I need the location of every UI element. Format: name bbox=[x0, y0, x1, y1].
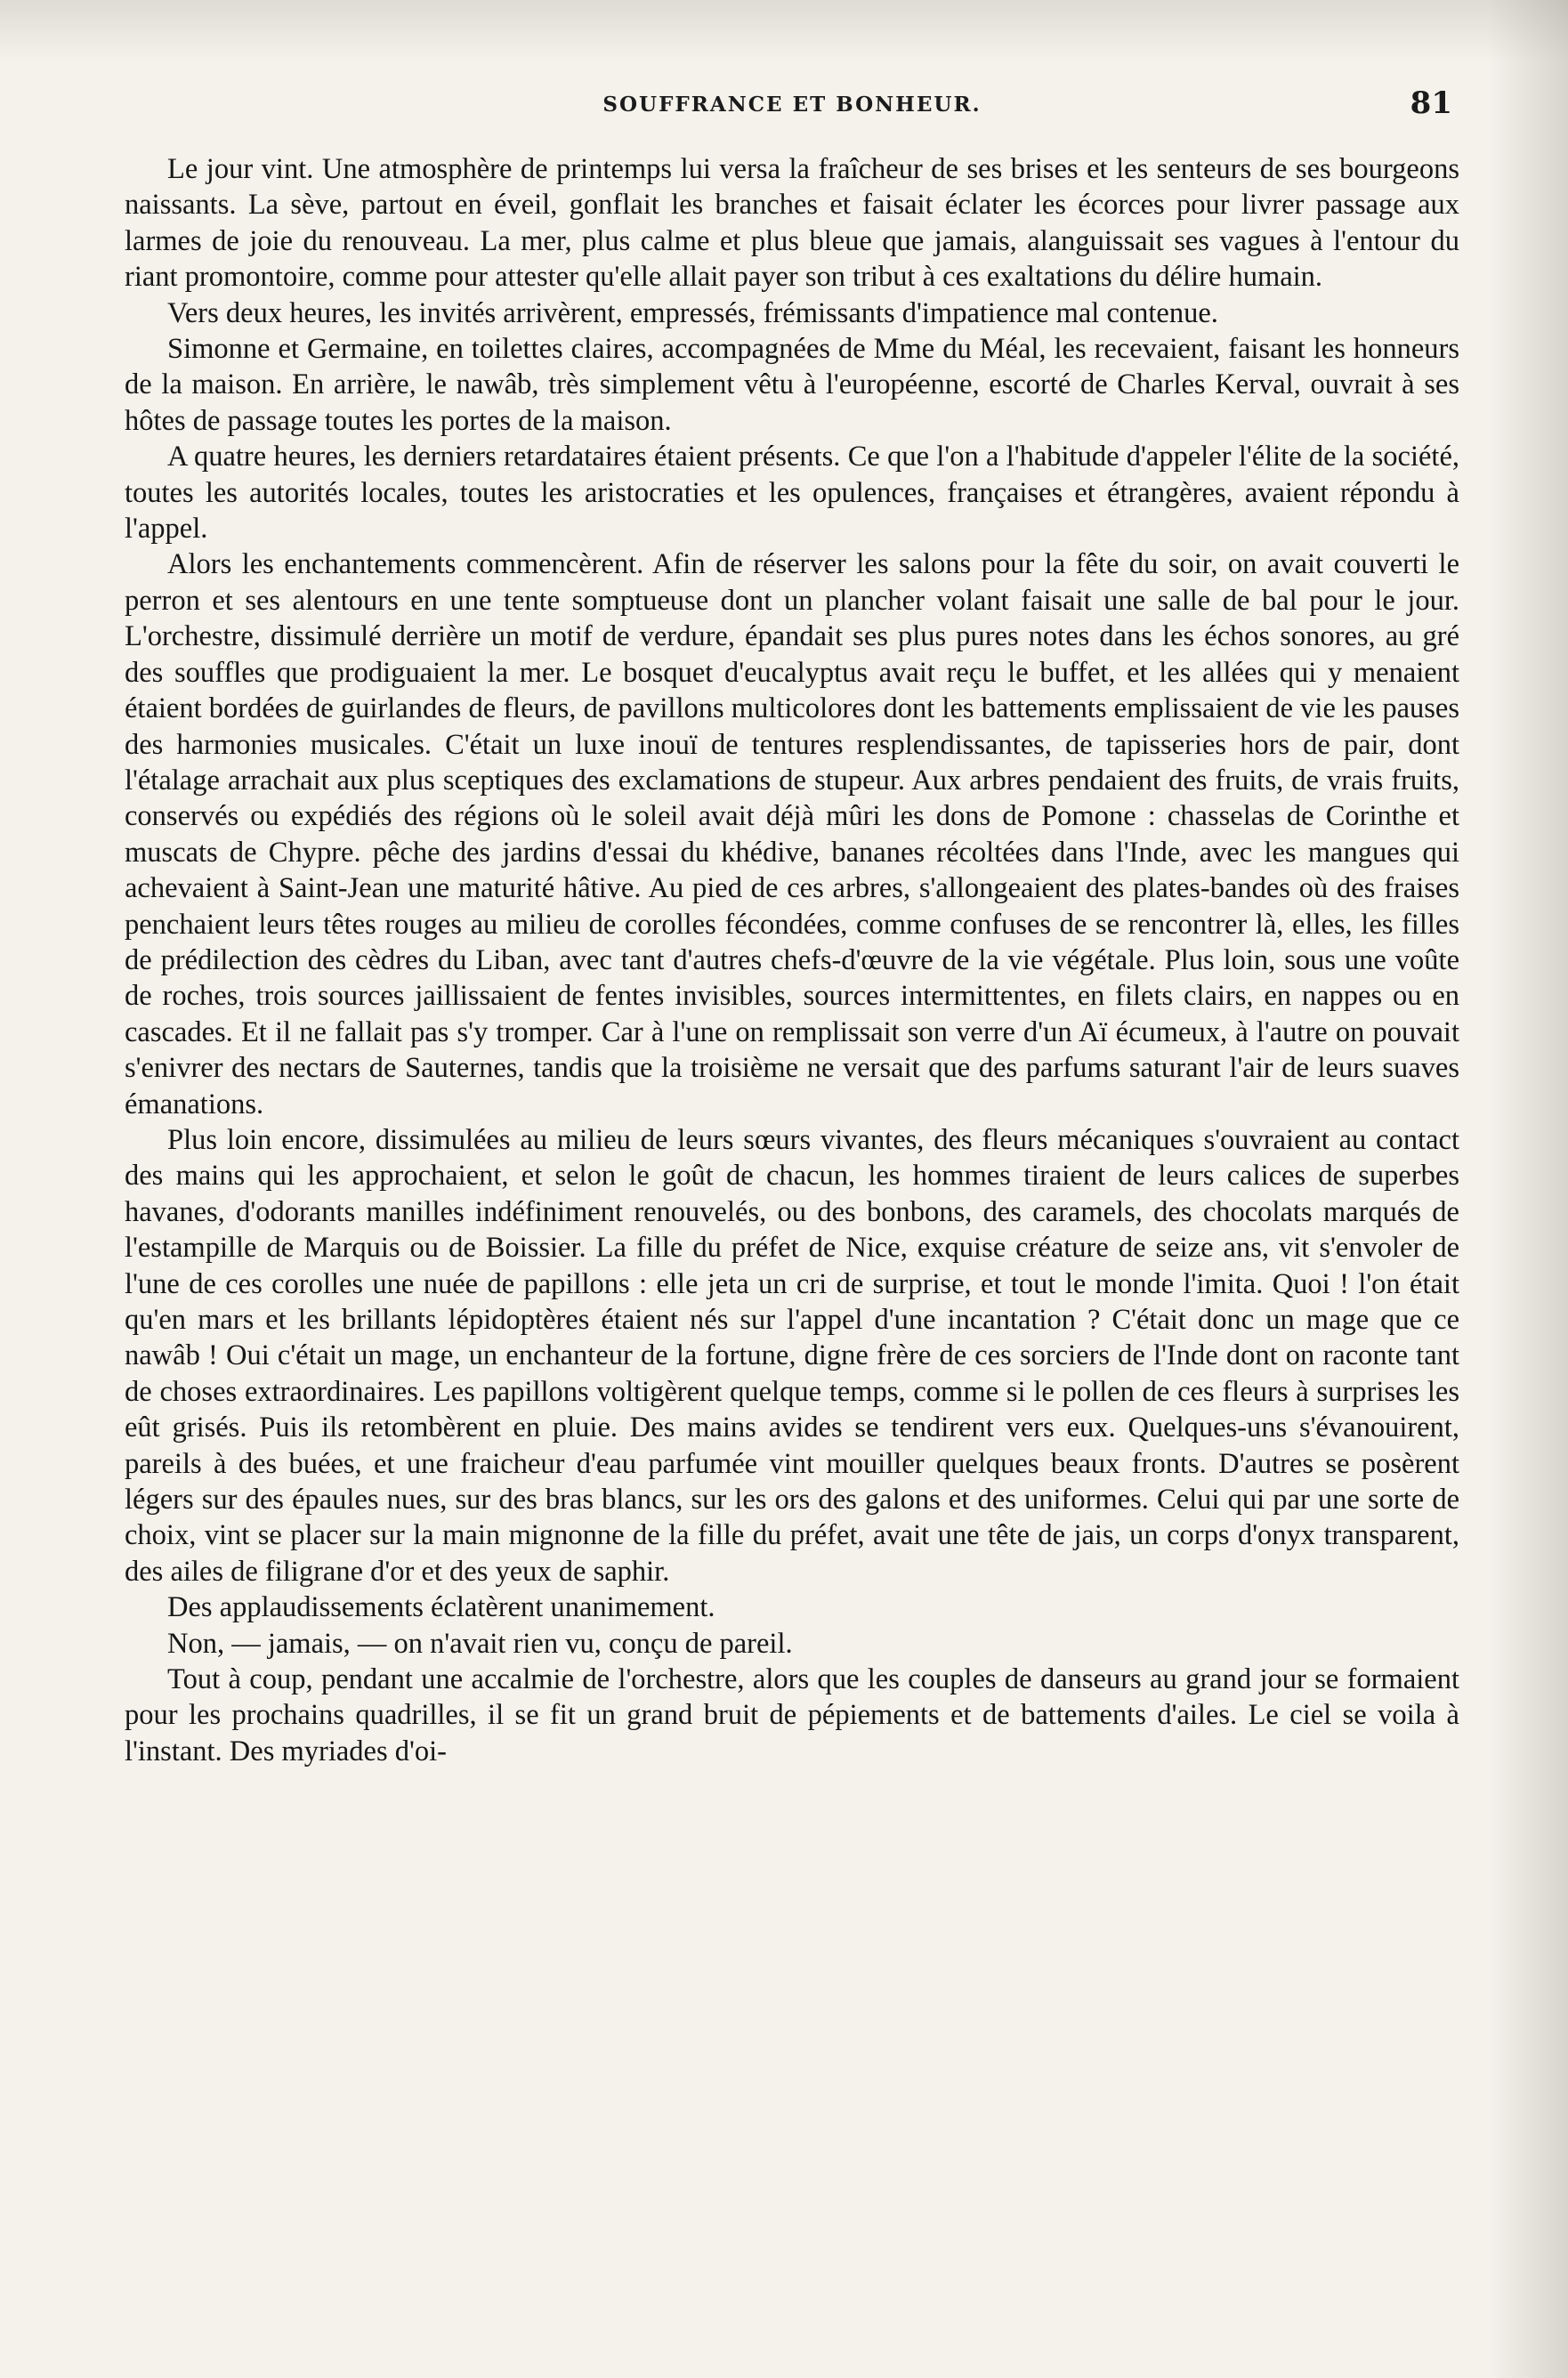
page-header bbox=[125, 85, 1459, 130]
paragraph: Simonne et Germaine, en toilettes claires, accompagnées de Mme du Méal, les recevaient, faisant les honneurs de la maison. En arrière, le nawâb, très simplement vêtu à l'européenne, escorté de Charles Kerval, ouvrait à ses hôtes de passage toutes les portes de la maison. bbox=[125, 333, 1459, 437]
page-number: 81 bbox=[1410, 85, 1452, 121]
paragraph: Alors les enchantements commencèrent. Afin de réserver les salons pour la fête du soir, on avait couverti le perron et ses alentours en une tente somptueuse dont un plancher volant faisait une salle de bal pour le jour. L'orchestre, dissimulé derrière un motif de verdure, épandait ses plus pures notes dans les échos sonores, au gré des souffles que prodiguaient la mer. Le bosquet d'eucalyptus avait reçu le buffet, et les allées qui y menaient étaient bordées de guirlandes de fleurs, de pavillons multicolores dont les battements emplissaient de vie les pauses des harmonies musicales. C'était un luxe inouï de tentures resplendissantes, de tapisseries hors de pair, dont l'étalage arrachait aux plus sceptiques des exclamations de stupeur. Aux arbres pendaient des fruits, de vrais fruits, conservés ou expédiés des régions où le soleil avait déjà mûri les dons de Pomone : chasselas de Corinthe et muscats de Chypre. pêche des jardins d'essai du khédive, bananes récoltées dans l'Inde, avec les mangues qui achevaient à Saint-Jean une maturité hâtive. Au pied de ces arbres, s'allongeaient des plates-bandes où des fraises penchaient leurs têtes rouges au milieu de corolles fécondées, comme confuses de se rencontrer là, elles, les filles de prédilection des cèdres du Liban, avec tant d'autres chefs-d'œuvre de la vie végétale. Plus loin, sous une voûte de roches, trois sources jaillissaient de fentes invisibles, sources intermittentes, en filets clairs, en nappes ou en cascades. Et il ne fallait pas s'y tromper. Car à l'une on remplissait son verre d'un Aï écumeux, à l'autre on pouvait s'enivrer des nectars de Sauternes, tandis que la troisième ne versait que des parfums saturant l'air de leurs suaves émanations. bbox=[125, 548, 1459, 1120]
paragraph: Tout à coup, pendant une accalmie de l'orchestre, alors que les couples de danseurs au grand jour se formaient pour les prochains quadrilles, il se fit un grand bruit de pépiements et de battements d'ailes. Le ciel se voila à l'instant. Des myriades d'oi- bbox=[125, 1663, 1459, 1767]
paragraph: Vers deux heures, les invités arrivèrent, empressés, frémissants d'impatience mal contenue. bbox=[167, 296, 1218, 329]
paragraph: Plus loin encore, dissimulées au milieu de leurs sœurs vivantes, des fleurs mécaniques s'ouvraient au contact des mains qui les approchaient, et selon le goût de chacun, les hommes tiraient de leurs calices de superbes havanes, d'odorants manilles indéfiniment renouvelés, ou des bonbons, des caramels, des chocolats marqués de l'estampille de Marquis ou de Boissier. La fille du préfet de Nice, exquise créature de seize ans, vit s'envoler de l'une de ces corolles une nuée de papillons : elle jeta un cri de surprise, et tout le monde l'imita. Quoi ! l'on était qu'en mars et les brillants lépidoptères étaient nés sur l'appel d'une incantation ? C'était donc un mage que ce nawâb ! Oui c'était un mage, un enchanteur de la fortune, digne frère de ces sorciers de l'Inde dont on raconte tant de choses extraordinaires. Les papillons voltigèrent quelque temps, comme si le pollen de ces fleurs à surprises les eût grisés. Puis ils retombèrent en pluie. Des mains avides se tendirent vers eux. Quelques-uns s'évanouirent, pareils à des buées, et une fraicheur d'eau parfumée vint mouiller quelques beaux fronts. D'autres se posèrent légers sur des épaules nues, sur des bras blancs, sur les ors des galons et des uniformes. Celui qui par une sorte de choix, vint se placer sur la main mignonne de la fille du préfet, avait une tête de jais, un corps d'onyx transparent, des ailes de filigrane d'or et des yeux de saphir. bbox=[125, 1123, 1459, 1588]
paragraph: Non, — jamais, — on n'avait rien vu, conçu de pareil. bbox=[167, 1627, 793, 1660]
paragraph: A quatre heures, les derniers retardataires étaient présents. Ce que l'on a l'habitude d'appeler l'élite de la société, toutes les autorités locales, toutes les aristocraties et les opulences, françaises et étrangères, avaient répondu à l'appel. bbox=[125, 441, 1459, 546]
paragraph: Le jour vint. Une atmosphère de printemps lui versa la fraîcheur de ses brises et les senteurs de ses bourgeons naissants. La sève, partout en éveil, gonflait les branches et faisait éclater les écorces pour livrer passage aux larmes de joie du renouveau. La mer, plus calme et plus bleue que jamais, alanguissait ses vagues à l'entour du riant promontoire, comme pour attester qu'elle allait payer son tribut à ces exaltations du délire humain. bbox=[125, 153, 1459, 294]
paragraph: Des applaudissements éclatèrent unanimement. bbox=[167, 1591, 715, 1624]
running-title: SOUFFRANCE ET BONHEUR. bbox=[602, 93, 982, 117]
scan-shadow-right bbox=[1488, 0, 1568, 2378]
scan-shadow-top bbox=[0, 0, 1568, 62]
body-text bbox=[125, 151, 1459, 1769]
